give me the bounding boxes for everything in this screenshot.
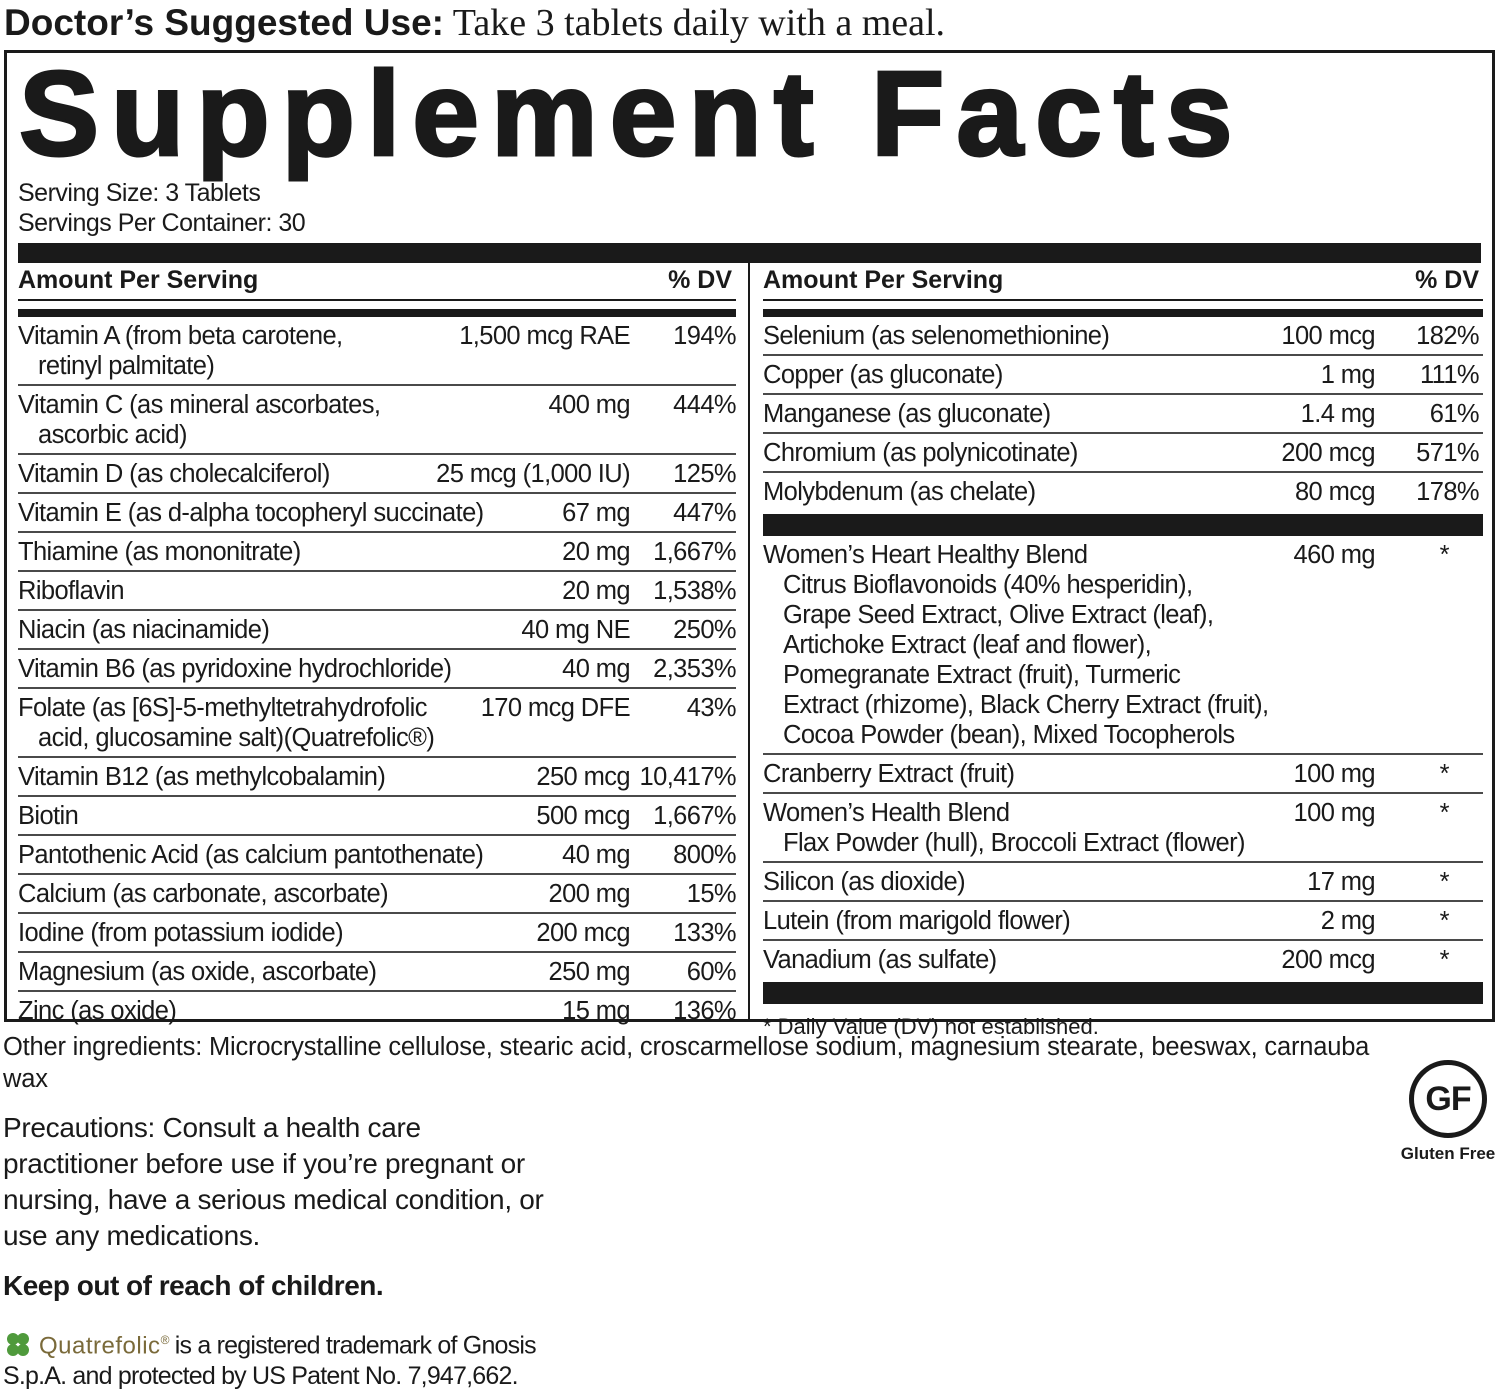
right-column-header (763, 263, 1483, 301)
nutrient-name-line: Calcium (as carbonate, ascorbate) (18, 880, 388, 908)
nutrient-name (18, 762, 385, 792)
blend-row (763, 536, 1483, 755)
nutrient-dv: 111% (1419, 361, 1479, 389)
registered-mark: ® (160, 1333, 169, 1347)
nutrient-dv: 10,417% (639, 763, 736, 791)
nutrient-dv: 125% (673, 460, 736, 488)
blend-row (763, 755, 1483, 794)
nutrient-dv: 136% (673, 997, 736, 1025)
clover-icon (3, 1332, 37, 1358)
nutrient-dv: 447% (673, 499, 736, 527)
thick-divider (18, 243, 1481, 263)
keep-out-warning: Keep out of reach of children. (3, 1270, 384, 1301)
blend-ingredient-line: Extract (rhizome), Black Cherry Extract (fruit), (783, 691, 1269, 719)
blend-dv: * (1439, 760, 1449, 788)
nutrient-row (18, 386, 736, 455)
gluten-free-badge (1398, 1060, 1498, 1164)
nutrient-row (18, 533, 736, 572)
nutrient-row (18, 953, 736, 992)
nutrient-amount: 100 mcg (1281, 322, 1375, 350)
trademark-notice (3, 1325, 563, 1391)
nutrient-name (18, 459, 330, 489)
dv-heading: % DV (668, 266, 732, 294)
nutrient-amount: 170 mcg DFE (480, 694, 630, 722)
nutrient-dv: 194% (673, 322, 736, 350)
precautions: Precautions: Consult a health care practitioner before use if you’re pregnant or nursing, have a serious medical condition, or use any medications. (3, 1112, 544, 1251)
nutrient-dv: 182% (1416, 322, 1479, 350)
nutrient-dv: 1,538% (653, 577, 736, 605)
right-nutrient-list (763, 317, 1483, 510)
blend-dv: * (1439, 541, 1449, 569)
nutrient-amount: 250 mg (548, 958, 630, 986)
nutrient-row (763, 395, 1483, 434)
nutrient-dv: 60% (686, 958, 736, 986)
nutrient-name-line: Vitamin B12 (as methylcobalamin) (18, 763, 386, 791)
nutrient-name-line: acid, glucosamine salt)(Quatrefolic®) (38, 724, 435, 752)
nutrient-name (18, 537, 301, 567)
blend-row (763, 794, 1483, 863)
suggested-use (4, 0, 945, 46)
nutrient-row (18, 836, 736, 875)
blend-name: Silicon (as dioxide) (763, 868, 966, 896)
nutrient-row (18, 992, 736, 1029)
nutrient-row (18, 875, 736, 914)
nutrient-dv: 1,667% (653, 802, 736, 830)
nutrient-row (18, 317, 736, 386)
nutrient-name-line: Zinc (as oxide) (18, 997, 177, 1025)
nutrient-amount: 15 mg (562, 997, 630, 1025)
nutrient-row (763, 473, 1483, 510)
section-bar (763, 514, 1483, 536)
blend-ingredients (783, 828, 1245, 858)
nutrient-name-line: Thiamine (as mononitrate) (18, 538, 301, 566)
nutrient-name: Copper (as gluconate) (763, 361, 1003, 389)
blend-dv: * (1439, 907, 1449, 935)
nutrient-name-line: Vitamin A (from beta carotene, (18, 322, 343, 350)
left-column-header (18, 263, 736, 301)
panel-title: Supplement Facts (19, 47, 1245, 181)
trademark-text: is a registered trademark of Gnosis S.p.A. and protected by US Patent No. 7,947,662. (3, 1331, 536, 1391)
nutrient-row (18, 758, 736, 797)
supplement-facts-panel (4, 47, 1495, 1039)
nutrient-dv: 800% (673, 841, 736, 869)
nutrient-name: Manganese (as gluconate) (763, 400, 1051, 428)
nutrient-row (18, 455, 736, 494)
blend-ingredient-line: Pomegranate Extract (fruit), Turmeric (783, 661, 1181, 689)
column-divider (748, 263, 750, 1019)
nutrient-amount: 20 mg (562, 538, 630, 566)
blend-ingredient-line: Cocoa Powder (bean), Mixed Tocopherols (783, 721, 1235, 749)
nutrient-amount: 40 mg NE (521, 616, 630, 644)
nutrient-name-line: Magnesium (as oxide, ascorbate) (18, 958, 377, 986)
nutrient-dv: 444% (673, 391, 736, 419)
blend-dv: * (1439, 799, 1449, 827)
nutrient-name (18, 957, 376, 987)
blend-amount: 2 mg (1320, 907, 1375, 935)
blend-row (763, 902, 1483, 941)
blend-amount: 100 mg (1293, 799, 1375, 827)
nutrient-name-line: Vitamin B6 (as pyridoxine hydrochloride) (18, 655, 452, 683)
nutrient-name (18, 576, 124, 606)
nutrient-amount: 200 mcg (536, 919, 630, 947)
blend-amount: 460 mg (1293, 541, 1375, 569)
nutrient-name-line: Pantothenic Acid (as calcium pantothenate) (18, 841, 484, 869)
nutrient-name-line: Iodine (from potassium iodide) (18, 919, 343, 947)
blend-amount: 100 mg (1293, 760, 1375, 788)
nutrient-name (18, 918, 343, 948)
nutrient-name-line: ascorbic acid) (38, 421, 187, 449)
nutrient-amount: 500 mcg (536, 802, 630, 830)
blend-ingredient-line: Citrus Bioflavonoids (40% hesperidin), (783, 571, 1193, 599)
nutrient-amount: 80 mcg (1294, 478, 1375, 506)
suggested-use-label: Doctor’s Suggested Use: (4, 2, 444, 43)
nutrient-row (763, 434, 1483, 473)
left-column (18, 263, 736, 1029)
nutrient-name (18, 996, 176, 1026)
blend-name: Cranberry Extract (fruit) (763, 760, 1015, 788)
nutrient-row (18, 572, 736, 611)
nutrient-amount: 200 mcg (1281, 439, 1375, 467)
nutrient-amount: 400 mg (548, 391, 630, 419)
nutrient-amount: 40 mg (562, 655, 630, 683)
serving-size: Serving Size: 3 Tablets (18, 179, 261, 207)
suggested-use-text: Take 3 tablets daily with a meal. (443, 2, 946, 44)
nutrient-row (18, 797, 736, 836)
quatrefolic-brand: Quatrefolic (39, 1332, 161, 1360)
nutrient-name-line: Folate (as [6S]-5-methyltetrahydrofolic (18, 694, 427, 722)
nutrient-row (18, 914, 736, 953)
nutrient-amount: 1,500 mcg RAE (459, 322, 630, 350)
nutrient-dv: 1,667% (653, 538, 736, 566)
nutrient-row (18, 689, 736, 758)
blend-amount: 17 mg (1307, 868, 1375, 896)
nutrient-name (18, 840, 483, 870)
blend-name: Lutein (from marigold flower) (763, 907, 1071, 935)
nutrient-row (18, 611, 736, 650)
nutrient-name-line: Niacin (as niacinamide) (18, 616, 270, 644)
nutrient-dv: 2,353% (653, 655, 736, 683)
blend-ingredient-line: Flax Powder (hull), Broccoli Extract (flower) (783, 829, 1245, 857)
nutrient-dv: 133% (673, 919, 736, 947)
nutrient-name-line: Vitamin D (as cholecalciferol) (18, 460, 330, 488)
daily-value-footnote: * Daily Value (DV) not established. (763, 1014, 1099, 1039)
blend-name: Vanadium (as sulfate) (763, 946, 997, 974)
nutrient-amount: 20 mg (562, 577, 630, 605)
gluten-free-label: Gluten Free (1400, 1144, 1496, 1163)
blend-ingredient-line: Grape Seed Extract, Olive Extract (leaf), (783, 601, 1214, 629)
blend-row (763, 941, 1483, 978)
other-ingredients: Other ingredients: Microcrystalline cellulose, stearic acid, croscarmellose sodium, magnesium stearate, beeswax, carnauba wax (3, 1033, 1370, 1093)
nutrient-name (18, 321, 343, 381)
blend-row (763, 863, 1483, 902)
blend-dv: * (1439, 946, 1449, 974)
nutrient-name-line: Vitamin E (as d-alpha tocopheryl succinate) (18, 499, 484, 527)
nutrient-name-line: Riboflavin (18, 577, 124, 605)
dv-heading: % DV (1415, 266, 1479, 294)
blend-ingredient-line: Artichoke Extract (leaf and flower), (783, 631, 1152, 659)
nutrient-amount: 67 mg (562, 499, 630, 527)
nutrient-amount: 40 mg (562, 841, 630, 869)
nutrient-name-line: Vitamin C (as mineral ascorbates, (18, 391, 381, 419)
nutrient-dv: 571% (1416, 439, 1479, 467)
nutrient-row (763, 356, 1483, 395)
nutrient-dv: 250% (673, 616, 736, 644)
nutrient-name (18, 654, 451, 684)
blend-name: Women’s Health Blend (763, 799, 1010, 827)
nutrient-name (18, 498, 484, 528)
nutrient-name: Chromium (as polynicotinate) (763, 439, 1078, 467)
blend-ingredients (783, 570, 1269, 750)
section-bar (763, 982, 1483, 1004)
nutrient-name (18, 879, 388, 909)
nutrient-amount: 25 mcg (1,000 IU) (436, 460, 630, 488)
header-bar (18, 309, 736, 317)
servings-per-container: Servings Per Container: 30 (18, 209, 306, 237)
nutrient-name (18, 390, 380, 450)
nutrient-amount: 1.4 mg (1300, 400, 1375, 428)
left-nutrient-list (18, 317, 736, 1029)
nutrient-name (18, 693, 434, 753)
blend-amount: 200 mcg (1281, 946, 1375, 974)
nutrient-amount: 250 mcg (536, 763, 630, 791)
nutrient-amount: 200 mg (548, 880, 630, 908)
blend-dv: * (1439, 868, 1449, 896)
nutrient-row (763, 317, 1483, 356)
nutrient-dv: 15% (686, 880, 736, 908)
blend-name: Women’s Heart Healthy Blend (763, 541, 1088, 569)
nutrient-dv: 43% (686, 694, 736, 722)
nutrient-amount: 1 mg (1320, 361, 1375, 389)
amount-per-serving-heading: Amount Per Serving (18, 266, 259, 294)
nutrient-row (18, 494, 736, 533)
nutrient-name: Molybdenum (as chelate) (763, 478, 1036, 506)
nutrient-name: Selenium (as selenomethionine) (763, 322, 1110, 350)
header-bar (763, 309, 1483, 317)
nutrient-row (18, 650, 736, 689)
nutrient-name (18, 615, 269, 645)
nutrient-dv: 178% (1416, 478, 1479, 506)
nutrient-dv: 61% (1429, 400, 1479, 428)
gluten-free-icon: GF (1409, 1060, 1487, 1138)
nutrient-name-line: Biotin (18, 802, 79, 830)
nutrient-name (18, 801, 78, 831)
amount-per-serving-heading: Amount Per Serving (763, 266, 1004, 294)
right-column (763, 263, 1483, 1040)
nutrient-name-line: retinyl palmitate) (38, 352, 215, 380)
blend-list (763, 536, 1483, 978)
